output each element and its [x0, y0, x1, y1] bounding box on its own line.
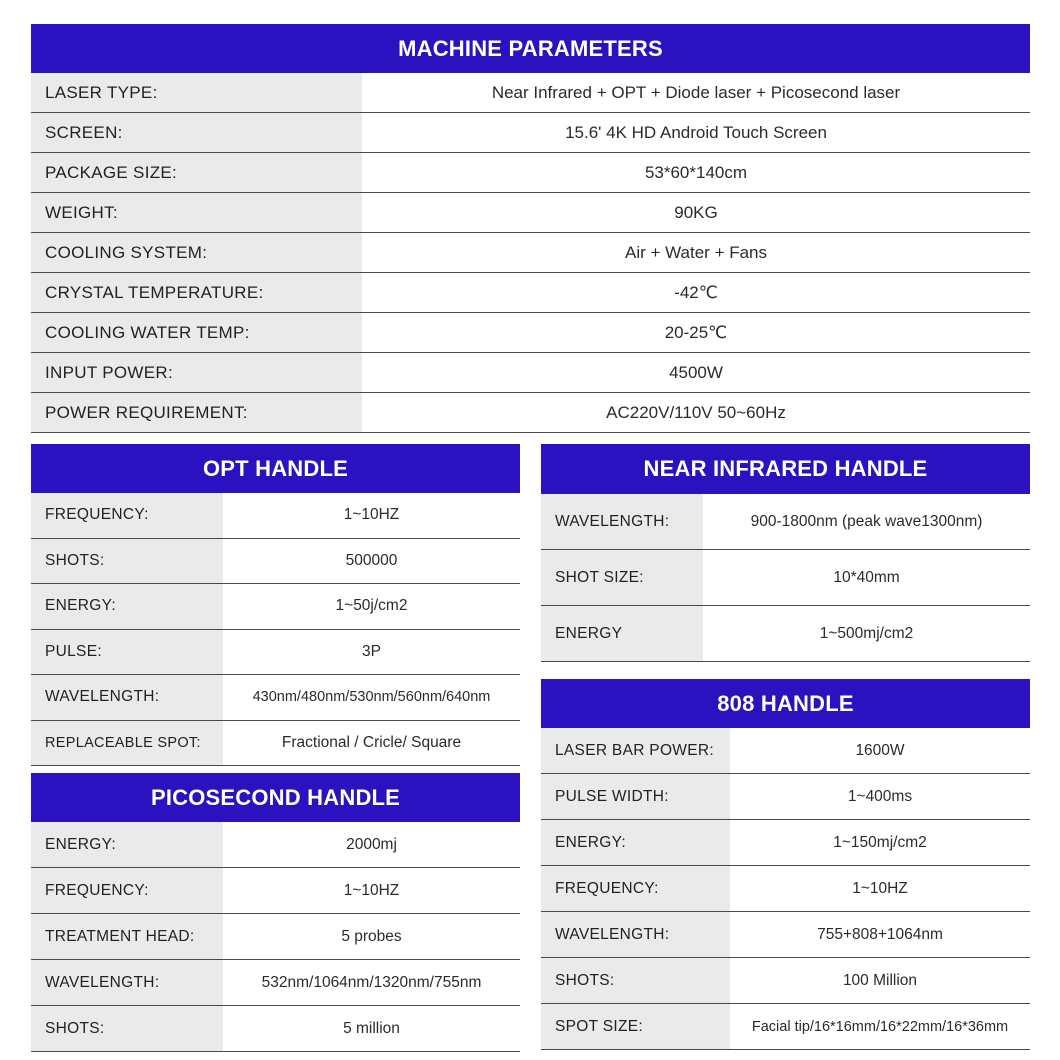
- row-label: SHOT SIZE:: [541, 550, 703, 605]
- row-value: 2000mj: [346, 835, 397, 853]
- row-value: 755+808+1064nm: [817, 925, 943, 943]
- table-row: [31, 630, 520, 676]
- row-value: 5 million: [343, 1019, 400, 1037]
- 808-handle-title: 808 HANDLE: [541, 679, 1030, 728]
- row-value: 1600W: [855, 741, 905, 759]
- table-row: [31, 675, 520, 721]
- row-value: 1~10HZ: [343, 881, 400, 899]
- table-row: [541, 820, 1030, 866]
- table-row: [31, 721, 520, 767]
- table-row: [31, 233, 1030, 273]
- row-label: FREQUENCY:: [31, 493, 223, 538]
- row-label: ENERGY:: [31, 584, 223, 629]
- near-infrared-handle-title: NEAR INFRARED HANDLE: [541, 444, 1030, 494]
- row-value: 100 Million: [842, 971, 918, 989]
- picosecond-handle-title: PICOSECOND HANDLE: [31, 773, 520, 822]
- table-row: [31, 393, 1030, 433]
- row-value: 15.6' 4K HD Android Touch Screen: [565, 122, 827, 142]
- row-label: INPUT POWER:: [31, 353, 362, 392]
- table-row: [31, 960, 520, 1006]
- row-value: -42℃: [674, 282, 718, 302]
- table-row: [541, 958, 1030, 1004]
- row-value: 10*40mm: [833, 568, 900, 586]
- table-row: [31, 584, 520, 630]
- row-label: ENERGY:: [31, 822, 223, 867]
- row-value: 500000: [345, 551, 398, 569]
- row-value: 532nm/1064nm/1320nm/755nm: [261, 973, 482, 991]
- table-row: [31, 493, 520, 539]
- table-row: [541, 550, 1030, 606]
- row-label: WAVELENGTH:: [541, 494, 703, 549]
- table-row: [31, 113, 1030, 153]
- machine-parameters-title: MACHINE PARAMETERS: [31, 24, 1030, 73]
- row-label: FREQUENCY:: [541, 866, 730, 911]
- row-label: PACKAGE SIZE:: [31, 153, 362, 192]
- row-label: REPLACEABLE SPOT:: [31, 721, 223, 766]
- machine-parameters-table: [31, 24, 1030, 433]
- row-label: PULSE:: [31, 630, 223, 675]
- table-row: [31, 313, 1030, 353]
- row-label: SHOTS:: [541, 958, 730, 1003]
- row-label: PULSE WIDTH:: [541, 774, 730, 819]
- near-infrared-handle-table: [541, 444, 1030, 662]
- row-label: COOLING SYSTEM:: [31, 233, 362, 272]
- 808-handle-table: [541, 679, 1030, 1050]
- table-row: [31, 1006, 520, 1052]
- row-value: 430nm/480nm/530nm/560nm/640nm: [252, 689, 491, 706]
- row-label: POWER REQUIREMENT:: [31, 393, 362, 432]
- row-label: CRYSTAL TEMPERATURE:: [31, 273, 362, 312]
- table-row: [541, 1004, 1030, 1050]
- row-label: LASER TYPE:: [31, 73, 362, 112]
- row-value: 1~50j/cm2: [335, 597, 408, 615]
- row-value: 5 probes: [341, 927, 402, 945]
- table-row: [31, 868, 520, 914]
- table-row: [541, 774, 1030, 820]
- row-label: SCREEN:: [31, 113, 362, 152]
- table-row: [31, 153, 1030, 193]
- row-label: FREQUENCY:: [31, 868, 223, 913]
- row-label: COOLING WATER TEMP:: [31, 313, 362, 352]
- row-label: WAVELENGTH:: [31, 675, 223, 720]
- row-value: Near Infrared + OPT + Diode laser + Picosecond laser: [491, 82, 901, 102]
- table-row: [541, 866, 1030, 912]
- table-row: [31, 539, 520, 585]
- table-row: [31, 193, 1030, 233]
- table-row: [541, 494, 1030, 550]
- picosecond-handle-table: [31, 773, 520, 1052]
- row-value: Fractional / Cricle/ Square: [281, 733, 462, 751]
- row-value: 20-25℃: [664, 322, 728, 342]
- row-label: SPOT SIZE:: [541, 1004, 730, 1049]
- row-label: TREATMENT HEAD:: [31, 914, 223, 959]
- row-label: SHOTS:: [31, 1006, 223, 1051]
- opt-handle-table: [31, 444, 520, 766]
- row-value: 4500W: [669, 362, 723, 382]
- table-row: [31, 353, 1030, 393]
- row-value: 1~400ms: [847, 787, 913, 805]
- row-value: 900-1800nm (peak wave1300nm): [750, 512, 983, 530]
- row-value: 53*60*140cm: [644, 162, 748, 182]
- table-row: [541, 606, 1030, 662]
- table-row: [541, 728, 1030, 774]
- opt-handle-title: OPT HANDLE: [31, 444, 520, 493]
- table-row: [31, 914, 520, 960]
- row-label: WAVELENGTH:: [541, 912, 730, 957]
- row-value: 90KG: [674, 202, 718, 222]
- row-value: Facial tip/16*16mm/16*22mm/16*36mm: [751, 1018, 1009, 1035]
- table-row: [31, 822, 520, 868]
- row-label: WAVELENGTH:: [31, 960, 223, 1005]
- row-value: 1~150mj/cm2: [833, 833, 927, 851]
- row-label: SHOTS:: [31, 539, 223, 584]
- row-label: ENERGY:: [541, 820, 730, 865]
- row-label: ENERGY: [541, 606, 703, 661]
- table-row: [31, 273, 1030, 313]
- row-value: 3P: [362, 642, 381, 660]
- row-value: Air + Water + Fans: [624, 242, 768, 262]
- row-value: 1~10HZ: [852, 879, 908, 897]
- table-row: [31, 73, 1030, 113]
- row-value: 1~10HZ: [343, 506, 400, 524]
- table-row: [541, 912, 1030, 958]
- row-label: LASER BAR POWER:: [541, 728, 730, 773]
- row-value: 1~500mj/cm2: [819, 624, 914, 642]
- row-label: WEIGHT:: [31, 193, 362, 232]
- row-value: AC220V/110V 50~60Hz: [606, 402, 786, 422]
